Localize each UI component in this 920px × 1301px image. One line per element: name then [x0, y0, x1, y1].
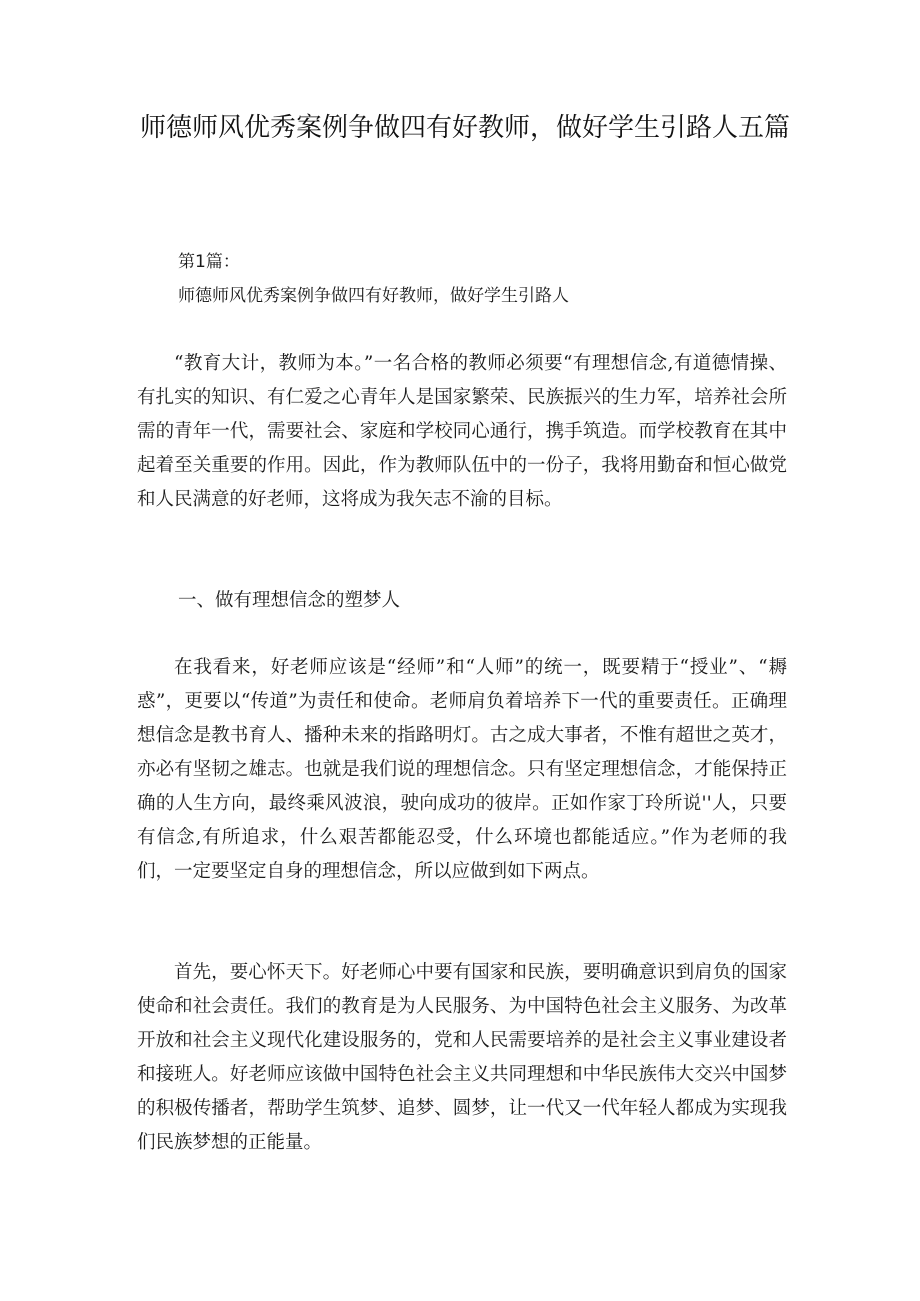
intro-paragraph: “教育大计，教师为本。”一名合格的教师必须要“有理想信念,有道德情操、有扎实的知识、有仁爱之心青年人是国家繁荣、民族振兴的生力军，培养社会所需的青年一代，需要社会、家庭和学校同心通行，携手筑造。而学校教育在其中起着至关重要的作用。因此，作为教师队伍中的一份子，我将用勤奋和恒心做党和人民满意的好老师，这将成为我矢志不渝的目标。 [137, 353, 787, 510]
document-title: 师德师风优秀案例争做四有好教师，做好学生引路人五篇 [139, 113, 790, 143]
body-paragraph-2: 在我看来，好老师应该是“经师”和“人师”的统一，既要精于“授业”、“耨惑”，更要以“传道”为责任和使命。老师肩负着培养下一代的重要责任。正确理想信念是教书育人、播种未来的指路明灯。古之成大事者，不惟有超世之英才，亦必有坚韧之雄志。也就是我们说的理想信念。只有坚定理想信念，才能保持正确的人生方向，最终乘风波浪，驶向成功的彼岸。正如作家丁玲所说''人，只要有信念,有所追求，什么艰苦都能忍受，什么环境也都能适应。”作为老师的我们，一定要坚定自身的理想信念，所以应做到如下两点。 [137, 657, 787, 882]
chapter-label: 第1篇： [178, 252, 240, 272]
body-paragraph-3: 首先，要心怀天下。好老师心中要有国家和民族，要明确意识到肩负的国家使命和社会责任。我们的教育是为人民服务、为中国特色社会主义服务、为改革开放和社会主义现代化建设服务的，党和人民需要培养的是社会主义事业建设者和接班人。好老师应该做中国特色社会主义共同理想和中华民族伟大交兴中国梦的积极传播者，帮助学生筑梦、追梦、圆梦，让一代又一代年轻人都成为实现我们民族梦想的正能量。 [137, 962, 787, 1153]
chapter-subtitle: 师德师风优秀案例争做四有好教师，做好学生引路人 [178, 286, 569, 306]
section-heading: 一、做有理想信念的塑梦人 [178, 590, 401, 611]
